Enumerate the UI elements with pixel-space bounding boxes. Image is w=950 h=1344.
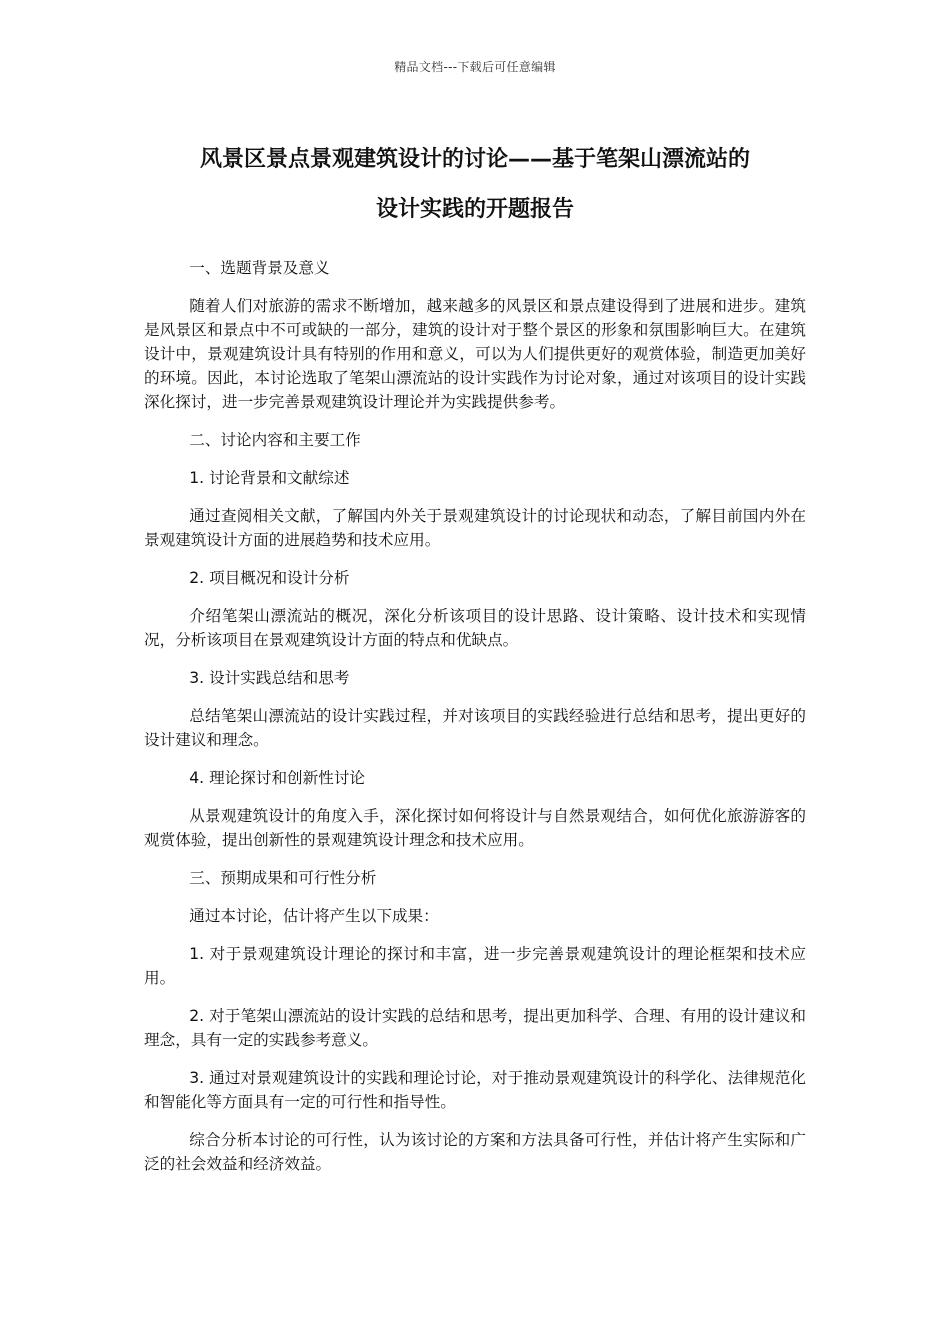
paragraph-project-overview: 介绍笔架山漂流站的概况，深化分析该项目的设计思路、设计策略、设计技术和实现情况，分析该项目在景观建筑设计方面的特点和优缺点。	[144, 607, 806, 649]
list-item-outcome-2: 2. 对于笔架山漂流站的设计实践的总结和思考，提出更加科学、合理、有用的设计建议和理念，具有一定的实践参考意义。	[144, 1007, 806, 1049]
title-line-1: 风景区景点景观建筑设计的讨论——基于笔架山漂流站的	[199, 147, 750, 172]
subheading-literature-review: 1. 讨论背景和文献综述	[189, 469, 350, 487]
list-item-outcome-3: 3. 通过对景观建筑设计的实践和理论讨论，对于推动景观建筑设计的科学化、法律规范化和智能化等方面具有一定的可行性和指导性。	[144, 1069, 806, 1111]
subheading-practice-summary: 3. 设计实践总结和思考	[189, 669, 350, 687]
paragraph-outcomes-intro: 通过本讨论，估计将产生以下成果：	[189, 907, 439, 925]
section-heading-outcomes: 三、预期成果和可行性分析	[189, 869, 377, 887]
document-title	[120, 135, 830, 235]
title-line-2: 设计实践的开题报告	[375, 197, 574, 222]
subheading-project-overview: 2. 项目概况和设计分析	[189, 569, 350, 587]
page-header-watermark: 精品文档---下载后可任意编辑	[394, 60, 556, 74]
paragraph-feasibility-conclusion: 综合分析本讨论的可行性，认为该讨论的方案和方法具备可行性，并估计将产生实际和广泛的社会效益和经济效益。	[144, 1131, 806, 1173]
subheading-theory-innovation: 4. 理论探讨和创新性讨论	[189, 769, 366, 787]
section-heading-content: 二、讨论内容和主要工作	[189, 431, 361, 449]
paragraph-practice-summary: 总结笔架山漂流站的设计实践过程，并对该项目的实践经验进行总结和思考，提出更好的设计建议和理念。	[144, 707, 806, 749]
document-body	[144, 256, 806, 1190]
list-item-outcome-1: 1. 对于景观建筑设计理论的探讨和丰富，进一步完善景观建筑设计的理论框架和技术应用。	[144, 945, 806, 987]
paragraph-background: 随着人们对旅游的需求不断增加，越来越多的风景区和景点建设得到了进展和进步。建筑是风景区和景点中不可或缺的一部分，建筑的设计对于整个景区的形象和氛围影响巨大。在建筑设计中，景观建筑设计具有特别的作用和意义，可以为人们提供更好的观赏体验，制造更加美好的环境。因此，本讨论选取了笔架山漂流站的设计实践作为讨论对象，通过对该项目的设计实践深化探讨，进一步完善景观建筑设计理论并为实践提供参考。	[144, 297, 806, 411]
section-heading-background: 一、选题背景及意义	[189, 259, 330, 277]
paragraph-theory-innovation: 从景观建筑设计的角度入手，深化探讨如何将设计与自然景观结合，如何优化旅游游客的观赏体验，提出创新性的景观建筑设计理念和技术应用。	[144, 807, 806, 849]
paragraph-literature-review: 通过查阅相关文献，了解国内外关于景观建筑设计的讨论现状和动态，了解目前国内外在景观建筑设计方面的进展趋势和技术应用。	[144, 507, 806, 549]
